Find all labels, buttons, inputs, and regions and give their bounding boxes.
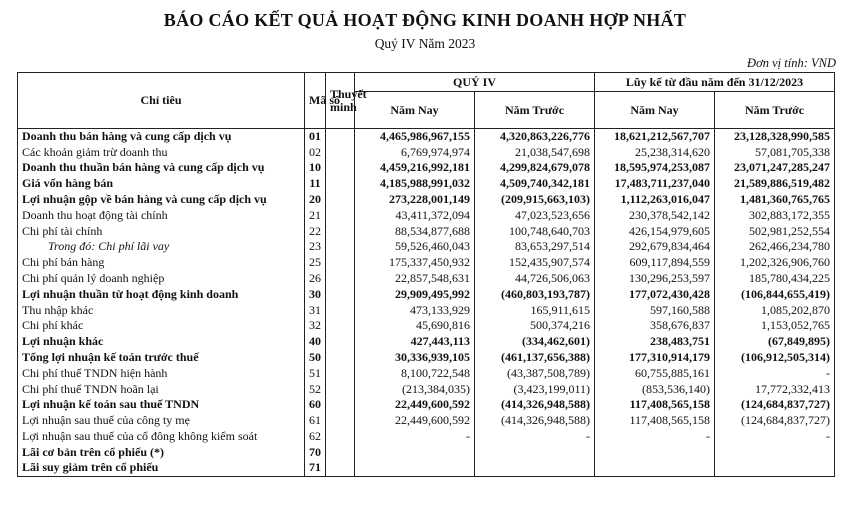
ytd-this-year-value: 177,310,914,179 [595, 350, 715, 366]
ytd-this-year-value: 130,296,253,597 [595, 271, 715, 287]
row-note [326, 207, 355, 223]
row-code: 40 [305, 334, 326, 350]
row-note [326, 286, 355, 302]
ytd-this-year-value [595, 444, 715, 460]
row-label: Lãi cơ bản trên cổ phiếu (*) [18, 444, 305, 460]
row-note [326, 223, 355, 239]
table-row [18, 444, 835, 460]
row-code: 25 [305, 255, 326, 271]
table-row [18, 207, 835, 223]
ytd-last-year-value [715, 460, 835, 476]
row-label: Doanh thu bán hàng và cung cấp dịch vụ [18, 129, 305, 145]
table-row [18, 144, 835, 160]
row-code: 21 [305, 207, 326, 223]
row-label: Tổng lợi nhuận kế toán trước thuế [18, 350, 305, 366]
quarter-this-year-value [355, 444, 475, 460]
quarter-this-year-value: 30,336,939,105 [355, 350, 475, 366]
header-q-nam-nay: Năm Nay [355, 92, 475, 129]
row-note [326, 318, 355, 334]
quarter-this-year-value: 8,100,722,548 [355, 365, 475, 381]
ytd-last-year-value: 1,085,202,870 [715, 302, 835, 318]
header-luy-ke: Lũy kế từ đầu năm đến 31/12/2023 [595, 73, 835, 92]
row-code: 11 [305, 176, 326, 192]
row-note [326, 144, 355, 160]
report-title: BÁO CÁO KẾT QUẢ HOẠT ĐỘNG KINH DOANH HỢP NHẤT [163, 10, 687, 30]
quarter-last-year-value: 44,726,506,063 [475, 271, 595, 287]
row-label: Lãi suy giảm trên cổ phiếu [18, 460, 305, 476]
quarter-this-year-value: - [355, 429, 475, 445]
row-code: 31 [305, 302, 326, 318]
table-row [18, 413, 835, 429]
quarter-this-year-value: 427,443,113 [355, 334, 475, 350]
quarter-last-year-value: - [475, 429, 595, 445]
quarter-this-year-value: 22,449,600,592 [355, 397, 475, 413]
row-note [326, 444, 355, 460]
quarter-last-year-value: 500,374,216 [475, 318, 595, 334]
quarter-last-year-value [475, 460, 595, 476]
table-row [18, 350, 835, 366]
ytd-this-year-value: 60,755,885,161 [595, 365, 715, 381]
row-label: Lợi nhuận khác [18, 334, 305, 350]
table-row [18, 160, 835, 176]
quarter-last-year-value: 4,509,740,342,181 [475, 176, 595, 192]
table-row [18, 192, 835, 208]
row-note [326, 239, 355, 255]
quarter-this-year-value: 22,449,600,592 [355, 413, 475, 429]
ytd-last-year-value: - [715, 365, 835, 381]
quarter-last-year-value: (3,423,199,011) [475, 381, 595, 397]
row-label: Lợi nhuận sau thuế của công ty mẹ [18, 413, 305, 429]
ytd-this-year-value: 18,621,212,567,707 [595, 129, 715, 145]
row-note [326, 460, 355, 476]
ytd-last-year-value: 23,071,247,285,247 [715, 160, 835, 176]
income-statement-table [17, 72, 835, 477]
ytd-last-year-value: 1,153,052,765 [715, 318, 835, 334]
quarter-this-year-value [355, 460, 475, 476]
row-label: Giá vốn hàng bán [18, 176, 305, 192]
ytd-last-year-value: 502,981,252,554 [715, 223, 835, 239]
ytd-last-year-value: (106,912,505,314) [715, 350, 835, 366]
ytd-last-year-value: (67,849,895) [715, 334, 835, 350]
table-row [18, 334, 835, 350]
ytd-last-year-value: 302,883,172,355 [715, 207, 835, 223]
row-code: 01 [305, 129, 326, 145]
ytd-last-year-value: (124,684,837,727) [715, 397, 835, 413]
row-note [326, 397, 355, 413]
ytd-this-year-value: 597,160,588 [595, 302, 715, 318]
row-label: Chi phí thuế TNDN hiện hành [18, 365, 305, 381]
header-quy-iv: QUÝ IV [355, 73, 595, 92]
header-ma-so: Mã số [305, 73, 326, 129]
header-y-nam-nay: Năm Nay [595, 92, 715, 129]
ytd-this-year-value: 230,378,542,142 [595, 207, 715, 223]
row-code: 02 [305, 144, 326, 160]
row-note [326, 381, 355, 397]
row-note [326, 271, 355, 287]
row-code: 61 [305, 413, 326, 429]
row-code: 20 [305, 192, 326, 208]
table-row [18, 460, 835, 476]
quarter-last-year-value: 83,653,297,514 [475, 239, 595, 255]
quarter-this-year-value: 273,228,001,149 [355, 192, 475, 208]
row-note [326, 160, 355, 176]
row-code: 22 [305, 223, 326, 239]
quarter-last-year-value: 21,038,547,698 [475, 144, 595, 160]
header-chi-tieu: Chỉ tiêu [18, 73, 305, 129]
report-period: Quý IV Năm 2023 [374, 36, 476, 51]
row-label: Lợi nhuận kế toán sau thuế TNDN [18, 397, 305, 413]
ytd-this-year-value: 17,483,711,237,040 [595, 176, 715, 192]
ytd-this-year-value: 609,117,894,559 [595, 255, 715, 271]
ytd-this-year-value: 25,238,314,620 [595, 144, 715, 160]
ytd-this-year-value: 1,112,263,016,047 [595, 192, 715, 208]
row-label: Thu nhập khác [18, 302, 305, 318]
quarter-this-year-value: 175,337,450,932 [355, 255, 475, 271]
row-label: Lợi nhuận gộp về bán hàng và cung cấp dịch vụ [18, 192, 305, 208]
ytd-last-year-value: 21,589,886,519,482 [715, 176, 835, 192]
row-note [326, 192, 355, 208]
row-code: 70 [305, 444, 326, 460]
quarter-last-year-value [475, 444, 595, 460]
row-code: 50 [305, 350, 326, 366]
row-label: Chi phí quản lý doanh nghiệp [18, 271, 305, 287]
row-code: 32 [305, 318, 326, 334]
ytd-this-year-value: 117,408,565,158 [595, 413, 715, 429]
table-row [18, 255, 835, 271]
quarter-last-year-value: 100,748,640,703 [475, 223, 595, 239]
row-code: 30 [305, 286, 326, 302]
row-code: 71 [305, 460, 326, 476]
ytd-last-year-value: 185,780,434,225 [715, 271, 835, 287]
quarter-last-year-value: (209,915,663,103) [475, 192, 595, 208]
ytd-last-year-value: 1,202,326,906,760 [715, 255, 835, 271]
quarter-last-year-value: 4,299,824,679,078 [475, 160, 595, 176]
row-code: 62 [305, 429, 326, 445]
row-code: 23 [305, 239, 326, 255]
ytd-this-year-value: 426,154,979,605 [595, 223, 715, 239]
table-row [18, 176, 835, 192]
table-row [18, 365, 835, 381]
quarter-this-year-value: (213,384,035) [355, 381, 475, 397]
header-q-nam-truoc: Năm Trước [475, 92, 595, 129]
row-label: Chi phí tài chính [18, 223, 305, 239]
row-note [326, 365, 355, 381]
row-label: Lợi nhuận sau thuế của cổ đông không kiểm soát [18, 429, 305, 445]
table-row [18, 223, 835, 239]
ytd-this-year-value: - [595, 429, 715, 445]
table-row [18, 271, 835, 287]
ytd-last-year-value: 1,481,360,765,765 [715, 192, 835, 208]
row-code: 26 [305, 271, 326, 287]
quarter-last-year-value: 152,435,907,574 [475, 255, 595, 271]
ytd-last-year-value [715, 444, 835, 460]
row-note [326, 255, 355, 271]
quarter-last-year-value: (414,326,948,588) [475, 413, 595, 429]
quarter-last-year-value: (460,803,193,787) [475, 286, 595, 302]
quarter-this-year-value: 4,465,986,967,155 [355, 129, 475, 145]
quarter-last-year-value: (414,326,948,588) [475, 397, 595, 413]
ytd-this-year-value: 177,072,430,428 [595, 286, 715, 302]
table-row [18, 129, 835, 145]
ytd-this-year-value: 238,483,751 [595, 334, 715, 350]
row-code: 52 [305, 381, 326, 397]
ytd-this-year-value: 117,408,565,158 [595, 397, 715, 413]
row-note [326, 129, 355, 145]
row-note [326, 429, 355, 445]
quarter-this-year-value: 473,133,929 [355, 302, 475, 318]
ytd-this-year-value: 18,595,974,253,087 [595, 160, 715, 176]
quarter-this-year-value: 45,690,816 [355, 318, 475, 334]
quarter-this-year-value: 4,185,988,991,032 [355, 176, 475, 192]
table-row [18, 318, 835, 334]
quarter-this-year-value: 88,534,877,688 [355, 223, 475, 239]
row-label: Các khoản giảm trừ doanh thu [18, 144, 305, 160]
ytd-last-year-value: (124,684,837,727) [715, 413, 835, 429]
table-row [18, 286, 835, 302]
ytd-last-year-value: 262,466,234,780 [715, 239, 835, 255]
table-body [18, 129, 835, 477]
ytd-this-year-value: 358,676,837 [595, 318, 715, 334]
quarter-last-year-value: (43,387,508,789) [475, 365, 595, 381]
ytd-last-year-value: (106,844,655,419) [715, 286, 835, 302]
table-row [18, 429, 835, 445]
table-row [18, 397, 835, 413]
quarter-last-year-value: 4,320,863,226,776 [475, 129, 595, 145]
ytd-last-year-value: 23,128,328,990,585 [715, 129, 835, 145]
quarter-this-year-value: 22,857,548,631 [355, 271, 475, 287]
quarter-last-year-value: 47,023,523,656 [475, 207, 595, 223]
table-row [18, 302, 835, 318]
row-label: Lợi nhuận thuần từ hoạt động kinh doanh [18, 286, 305, 302]
row-note [326, 334, 355, 350]
ytd-last-year-value: 57,081,705,338 [715, 144, 835, 160]
quarter-last-year-value: 165,911,615 [475, 302, 595, 318]
row-label: Doanh thu thuần bán hàng và cung cấp dịch vụ [18, 160, 305, 176]
row-label: Trong đó: Chi phí lãi vay [18, 239, 305, 255]
quarter-this-year-value: 43,411,372,094 [355, 207, 475, 223]
row-note [326, 350, 355, 366]
currency-unit: Đơn vị tính: VND [747, 56, 836, 70]
ytd-last-year-value: - [715, 429, 835, 445]
table-row [18, 239, 835, 255]
quarter-this-year-value: 4,459,216,992,181 [355, 160, 475, 176]
row-label: Chi phí thuế TNDN hoãn lại [18, 381, 305, 397]
row-code: 60 [305, 397, 326, 413]
row-note [326, 302, 355, 318]
quarter-last-year-value: (334,462,601) [475, 334, 595, 350]
row-label: Chi phí bán hàng [18, 255, 305, 271]
table-row [18, 381, 835, 397]
row-note [326, 413, 355, 429]
ytd-this-year-value [595, 460, 715, 476]
ytd-this-year-value: 292,679,834,464 [595, 239, 715, 255]
quarter-last-year-value: (461,137,656,388) [475, 350, 595, 366]
ytd-this-year-value: (853,536,140) [595, 381, 715, 397]
row-code: 51 [305, 365, 326, 381]
row-code: 10 [305, 160, 326, 176]
quarter-this-year-value: 59,526,460,043 [355, 239, 475, 255]
header-thuyet-minh: Thuyết minh [326, 73, 355, 129]
row-label: Chi phí khác [18, 318, 305, 334]
header-y-nam-truoc: Năm Trước [715, 92, 835, 129]
ytd-last-year-value: 17,772,332,413 [715, 381, 835, 397]
quarter-this-year-value: 29,909,495,992 [355, 286, 475, 302]
quarter-this-year-value: 6,769,974,974 [355, 144, 475, 160]
row-note [326, 176, 355, 192]
row-label: Doanh thu hoạt động tài chính [18, 207, 305, 223]
